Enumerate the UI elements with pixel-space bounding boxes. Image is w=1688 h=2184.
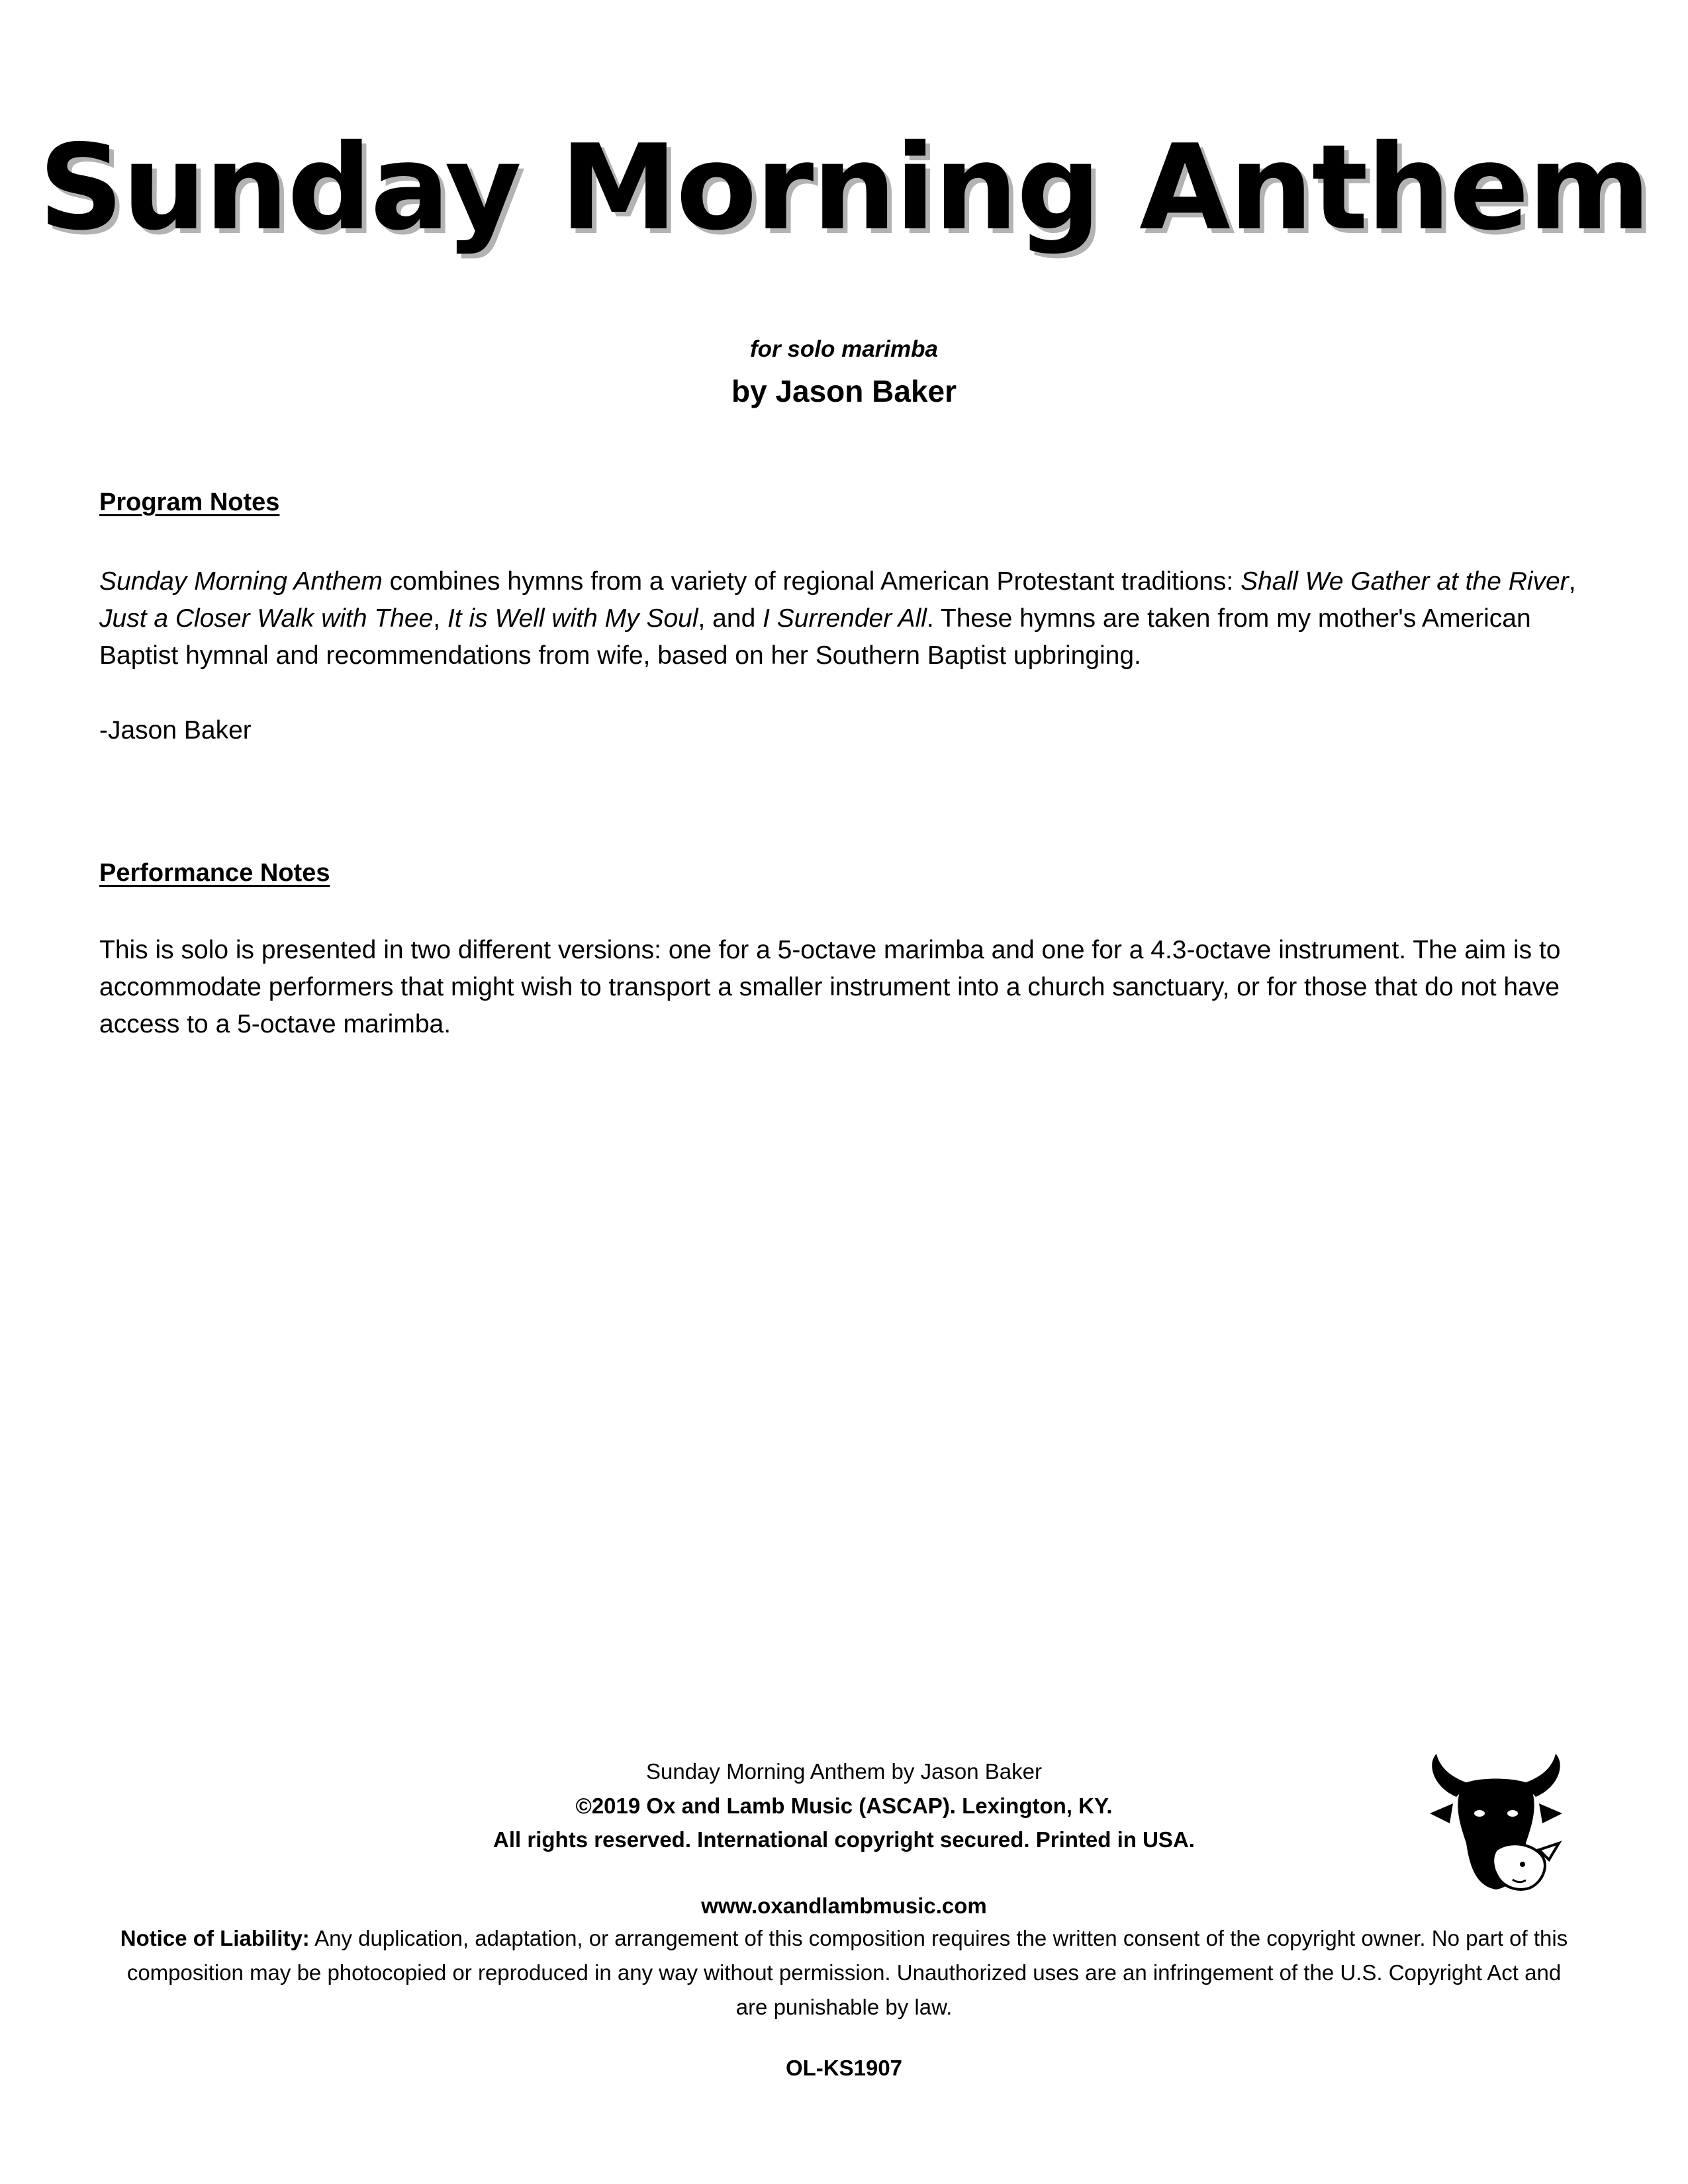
program-notes-run: , xyxy=(1568,567,1576,596)
footer-rights-line: All rights reserved. International copyright secured. Printed in USA. xyxy=(493,1827,1195,1852)
program-notes-run: , xyxy=(433,604,447,633)
notice-label: Notice of Liability: xyxy=(120,1926,310,1950)
program-notes-heading: Program Notes xyxy=(99,488,280,516)
program-notes-run: Just a Closer Walk with Thee xyxy=(99,604,434,633)
footer-copyright-line: ©2019 Ox and Lamb Music (ASCAP). Lexington, KY. xyxy=(575,1794,1113,1818)
footer-website-link[interactable]: www.oxandlambmusic.com xyxy=(701,1893,987,1918)
footer-work-line: Sunday Morning Anthem by Jason Baker xyxy=(645,1759,1042,1784)
ox-and-lamb-logo-icon xyxy=(1417,1751,1575,1909)
program-notes-run: Shall We Gather at the River xyxy=(1241,567,1569,596)
program-notes-paragraph xyxy=(99,563,1595,674)
program-notes-run: . These hymns are taken from my mother's American Baptist hymnal and recommendations from wife, based on her Southern Baptist upbringing. xyxy=(99,604,1531,670)
catalog-number: OL-KS1907 xyxy=(785,2056,903,2080)
program-notes-run: Sunday Morning Anthem xyxy=(99,567,383,596)
notice-text: Any duplication, adaptation, or arrangement of this composition requires the written consent of the copyright owner. No part of this composition may be photocopied or reproduced in any way without permission. Unauthorized uses are an infringement of the U.S. Copyright Act and are punishable by law. xyxy=(126,1926,1568,2019)
program-notes-run: , and xyxy=(698,604,763,633)
notice-of-liability xyxy=(116,1921,1572,2025)
program-notes-run: I Surrender All xyxy=(763,604,927,633)
byline: by Jason Baker xyxy=(731,374,957,408)
page-title: Sunday Morning Anthem xyxy=(38,119,1650,256)
program-notes-run: combines hymns from a variety of regional American Protestant traditions: xyxy=(382,567,1241,596)
performance-notes-paragraph: This is solo is presented in two different versions: one for a 5-octave marimba and one for a 4.3-octave instrument. The aim is to accommodate performers that might wish to transport a smaller instrument into a church sanctuary, or for those that do not have access to a 5-octave marimba. xyxy=(99,936,1561,1038)
subtitle: for solo marimba xyxy=(750,336,938,362)
program-notes-signature: -Jason Baker xyxy=(99,716,252,745)
program-notes-run: It is Well with My Soul xyxy=(447,604,698,633)
performance-notes-heading: Performance Notes xyxy=(99,859,330,887)
